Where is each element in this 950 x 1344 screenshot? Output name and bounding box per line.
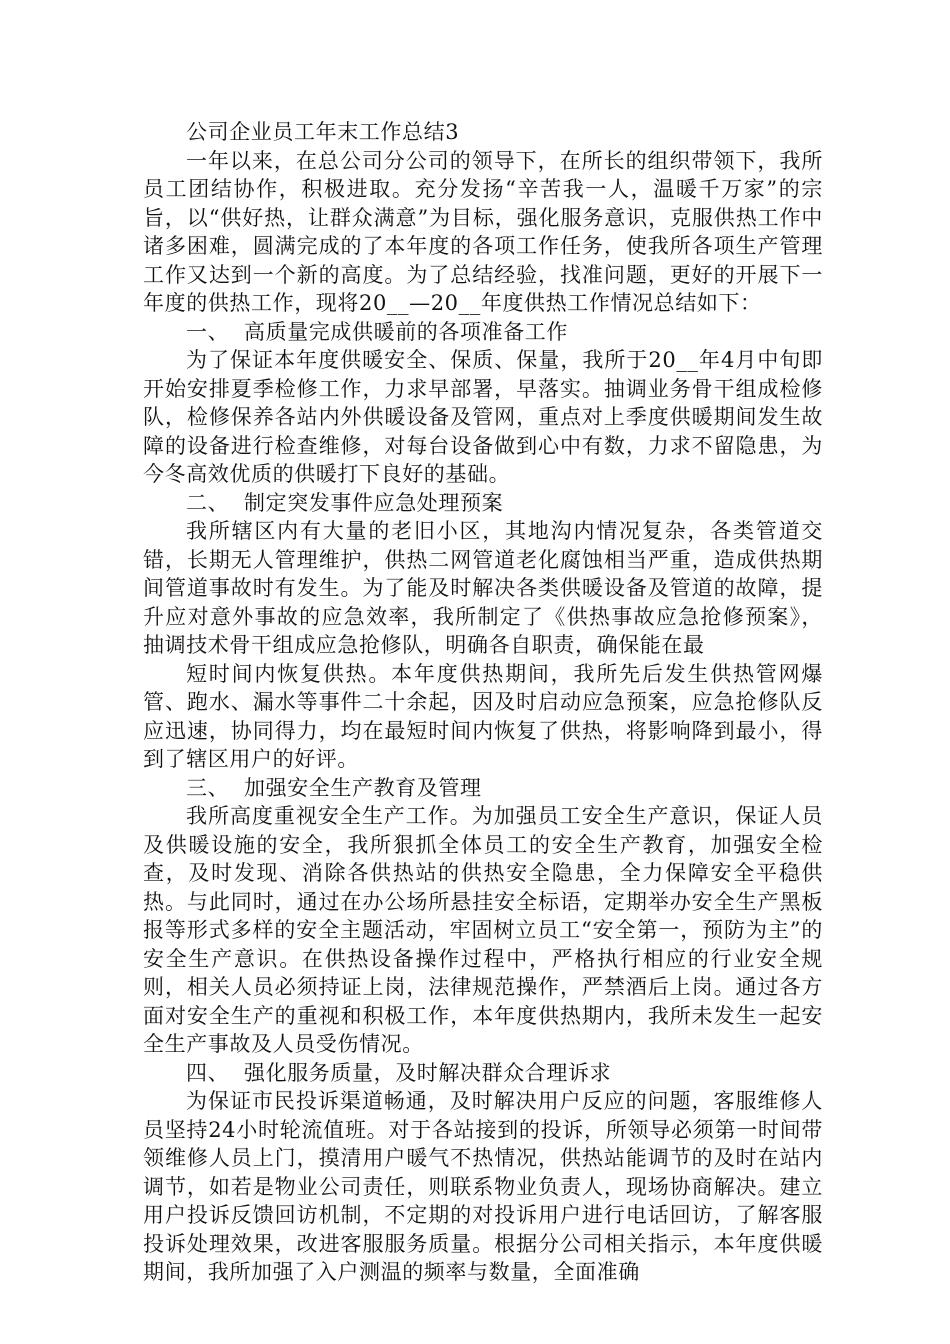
document-title: 公司企业员工年末工作总结3 [186, 120, 460, 144]
section-number: 一、 [186, 319, 230, 344]
section-heading-1 [143, 318, 823, 347]
section-2-paragraph-1: 我所辖区内有大量的老旧小区，其地沟内情况复杂，各类管道交错，长期无人管理维护，供热二网管道老化腐蚀相当严重，造成供热期间管道事故时有发生。为了能及时解决各类供暖设备及管道的故障，提升应对意外事故的应急效率，我所制定了《供热事故应急抢修预案》，抽调技术骨干组成应急抢修队，明确各自职责，确保能在最 [143, 519, 823, 657]
document-page [143, 118, 823, 1287]
section-heading-text: 强化服务质量，及时解决群众合理诉求 [244, 1060, 612, 1085]
section-heading-4 [143, 1059, 823, 1088]
section-heading-text: 加强安全生产教育及管理 [244, 775, 482, 800]
section-heading-3 [143, 774, 823, 803]
section-1-paragraph: 为了保证本年度供暖安全、保质、保量，我所于20__年4月中旬即开始安排夏季检修工作，力求早部署，早落实。抽调业务骨干组成检修队，检修保养各站内外供暖设备及管网，重点对上季度供暖期间发生故障的设备进行检查维修，对每台设备做到心中有数，力求不留隐患，为今冬高效优质的供暖打下良好的基础。 [143, 348, 823, 486]
section-4-paragraph: 为保证市民投诉渠道畅通，及时解决用户反应的问题，客服维修人员坚持24小时轮流值班。对于各站接到的投诉，所领导必须第一时间带领维修人员上门，摸清用户暖气不热情况，供热站能调节的及时在站内调节，如若是物业公司责任，则联系物业负责人，现场协商解决。建立用户投诉反馈回访机制，不定期的对投诉用户进行电话回访，了解客服投诉处理效果，改进客服服务质量。根据分公司相关指示，本年度供暖期间，我所加强了入户测温的频率与数量，全面准确 [143, 1089, 823, 1284]
intro-paragraph: 一年以来，在总公司分公司的领导下，在所长的组织带领下，我所员工团结协作，积极进取。充分发扬“辛苦我一人，温暖千万家”的宗旨，以“供好热，让群众满意”为目标，强化服务意识，克服供热工作中诸多困难，圆满完成的了本年度的各项工作任务，使我所各项生产管理工作又达到一个新的高度。为了总结经验，找准问题，更好的开展下一年度的供热工作，现将20__—20__年度供热工作情况总结如下： [143, 148, 823, 315]
section-2-paragraph-2: 短时间内恢复供热。本年度供热期间，我所先后发生供热管网爆管、跑水、漏水等事件二十余起，因及时启动应急预案，应急抢修队反应迅速，协同得力，均在最短时间内恢复了供热，将影响降到最小，得到了辖区用户的好评。 [143, 661, 823, 771]
section-heading-2 [143, 489, 823, 518]
section-number: 二、 [186, 490, 230, 515]
section-3-paragraph: 我所高度重视安全生产工作。为加强员工安全生产意识，保证人员及供暖设施的安全，我所狠抓全体员工的安全生产教育，加强安全检查，及时发现、消除各供热站的供热安全隐患，全力保障安全平稳供热。与此同时，通过在办公场所悬挂安全标语，定期举办安全生产黑板报等形式多样的安全主题活动，牢固树立员工“安全第一，预防为主”的安全生产意识。在供热设备操作过程中，严格执行相应的行业安全规则，相关人员必须持证上岗，法律规范操作，严禁酒后上岗。通过各方面对安全生产的重视和积极工作，本年度供热期内，我所未发生一起安全生产事故及人员受伤情况。 [143, 804, 823, 1056]
section-heading-text: 高质量完成供暖前的各项准备工作 [244, 319, 568, 344]
section-number: 四、 [186, 1060, 230, 1085]
section-number: 三、 [186, 775, 230, 800]
section-heading-text: 制定突发事件应急处理预案 [244, 490, 504, 515]
